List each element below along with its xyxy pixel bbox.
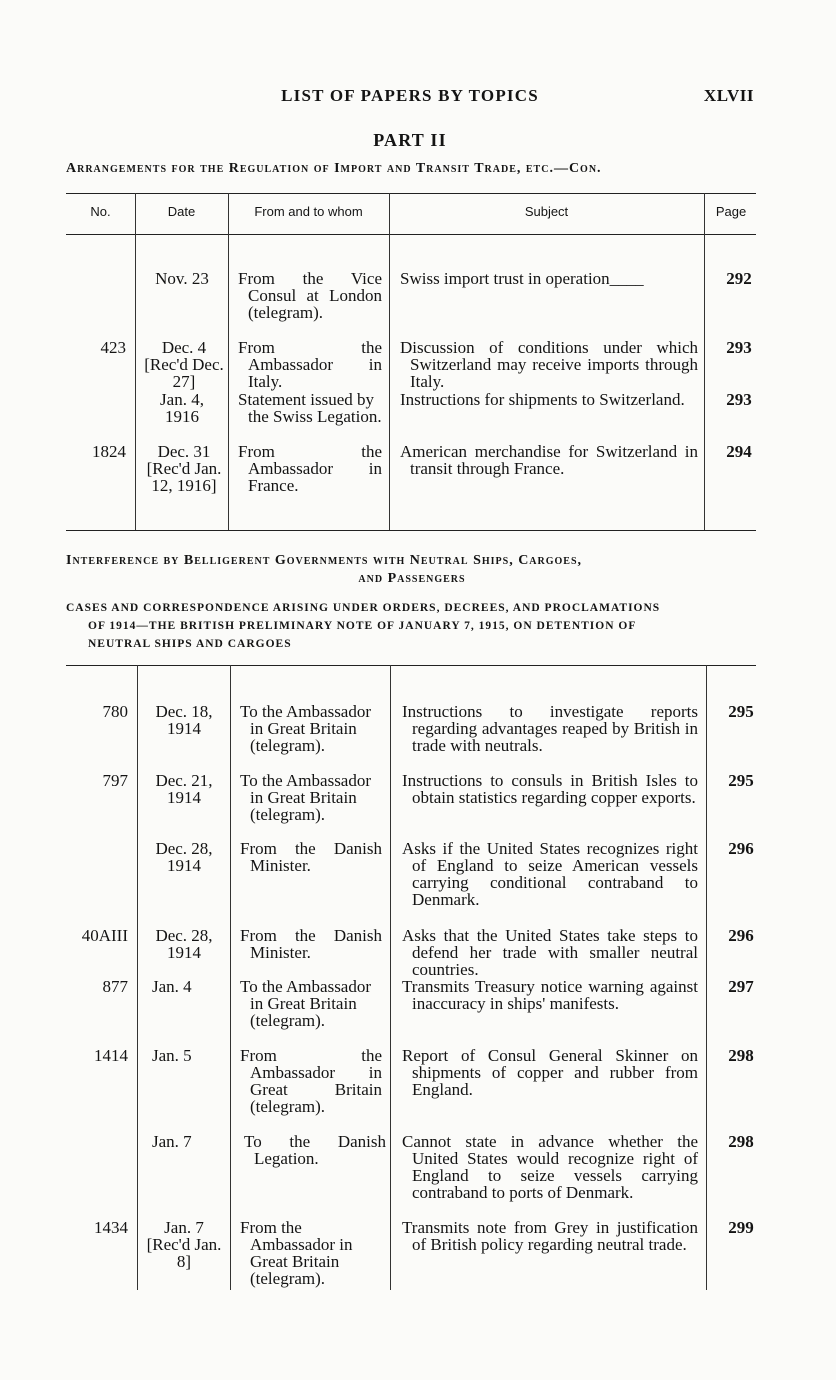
row-subject: Swiss import trust in operation____ xyxy=(400,269,644,288)
row-number: 797 xyxy=(102,771,128,790)
column-header-date: Date xyxy=(167,204,196,219)
row-from-to: From the Ambassador in Great Britain (telegram). xyxy=(240,1046,382,1116)
row-subject: Cannot state in advance whether the United States would recognize right of England to seize vessels carrying contraband to ports of Denmark. xyxy=(402,1132,698,1202)
row-from-to: From the Ambassador in Italy. xyxy=(238,338,382,391)
row-date: Jan. 7 xyxy=(152,1132,192,1151)
column-header-page: Page xyxy=(715,204,747,219)
row-date: Dec. 28, 1914 xyxy=(155,926,213,962)
table1-col-divider xyxy=(228,193,229,530)
row-date: Dec. 4 [Rec'd Dec. 27] xyxy=(144,338,224,391)
row-subject: Asks that the United States take steps to defend her trade with smaller neutral countries. xyxy=(402,926,698,979)
row-date: Dec. 31 [Rec'd Jan. 12, 1916] xyxy=(146,442,222,495)
row-page: 295 xyxy=(728,771,754,790)
row-subject: Transmits Treasury notice warning against inaccuracy in ships' manifests. xyxy=(402,977,698,1013)
row-date: Dec. 18, 1914 xyxy=(155,702,213,738)
row-page: 298 xyxy=(728,1132,754,1151)
row-date: Nov. 23 xyxy=(155,269,209,288)
row-from-to: From the Ambassador in Great Britain (telegram). xyxy=(240,1218,353,1288)
row-from-to: To the Ambassador in Great Britain (telegram). xyxy=(240,702,372,755)
section-heading-line: Interference by Belligerent Governments with Neutral Ships, Cargoes, xyxy=(66,553,583,568)
running-title: LIST OF PAPERS BY TOPICS xyxy=(281,86,539,105)
row-from-to: To the Ambassador in Great Britain (telegram). xyxy=(240,977,372,1030)
row-from-to: From the Danish Minister. xyxy=(240,839,382,875)
part-title: PART II xyxy=(373,130,447,150)
row-page: 299 xyxy=(728,1218,754,1237)
row-number: 40AIII xyxy=(81,926,128,945)
column-header-subject: Subject xyxy=(524,204,569,219)
table1-col-divider xyxy=(135,193,136,530)
table2-top-rule xyxy=(66,665,756,666)
row-page: 292 xyxy=(726,269,752,288)
table1-header-rule xyxy=(66,234,756,235)
row-number: 1824 xyxy=(92,442,126,461)
row-subject: Instructions to consuls in British Isles to obtain statistics regarding copper exports. xyxy=(402,771,698,807)
row-subject: Instructions for shipments to Switzerland. xyxy=(400,390,685,409)
row-subject: Asks if the United States recognizes right of England to seize American vessels carrying conditional contraband to Denmark. xyxy=(402,839,698,909)
row-page: 293 xyxy=(726,338,752,357)
row-date: Jan. 7 [Rec'd Jan. 8] xyxy=(146,1218,222,1271)
row-number: 1434 xyxy=(94,1218,128,1237)
row-page: 297 xyxy=(728,977,754,996)
subheading-line: OF 1914—THE BRITISH PRELIMINARY NOTE OF JANUARY 7, 1915, ON DETENTION OF xyxy=(88,620,637,632)
column-header-from-to: From and to whom xyxy=(254,204,363,219)
row-page: 298 xyxy=(728,1046,754,1065)
row-page: 294 xyxy=(726,442,752,461)
page-numeral: XLVII xyxy=(703,86,754,105)
table2-col-divider xyxy=(706,665,707,1290)
row-number: 1414 xyxy=(94,1046,128,1065)
row-date: Jan. 4 xyxy=(152,977,192,996)
row-date: Jan. 4, 1916 xyxy=(160,390,204,426)
row-date: Dec. 28, 1914 xyxy=(155,839,213,875)
row-number: 423 xyxy=(100,338,126,357)
column-header-no: No. xyxy=(90,204,111,219)
row-date: Jan. 5 xyxy=(152,1046,192,1065)
row-from-to: From the Danish Minister. xyxy=(240,926,382,962)
running-head xyxy=(0,86,836,106)
row-from-to: From the Vice Consul at London (telegram). xyxy=(238,269,382,322)
section-heading-line: and Passengers xyxy=(358,571,466,586)
row-date: Dec. 21, 1914 xyxy=(155,771,213,807)
row-page: 296 xyxy=(728,926,754,945)
row-subject: Transmits note from Grey in justification of British policy regarding neutral trade. xyxy=(402,1218,698,1254)
table2-col-divider xyxy=(137,665,138,1290)
subheading-line: CASES AND CORRESPONDENCE ARISING UNDER ORDERS, DECREES, AND PROCLAMATIONS xyxy=(66,602,661,614)
row-subject: Report of Consul General Skinner on shipments of copper and rubber from England. xyxy=(402,1046,698,1099)
row-page: 296 xyxy=(728,839,754,858)
subheading-line: NEUTRAL SHIPS AND CARGOES xyxy=(88,638,292,650)
section-heading-belligerent-interference xyxy=(66,552,758,588)
row-from-to: To the Danish Legation. xyxy=(244,1132,386,1168)
table1-bottom-rule xyxy=(66,530,756,531)
row-from-to: From the Ambassador in France. xyxy=(238,442,382,495)
row-number: 877 xyxy=(102,977,128,996)
row-from-to: Statement issued by the Swiss Legation. xyxy=(238,390,382,426)
table1-col-divider xyxy=(704,193,705,530)
table1-col-divider xyxy=(389,193,390,530)
section-heading-import-transit: Arrangements for the Regulation of Import and Transit Trade, etc.—Con. xyxy=(66,161,602,176)
table1-top-rule xyxy=(66,193,756,194)
row-page: 295 xyxy=(728,702,754,721)
row-from-to: To the Ambassador in Great Britain (telegram). xyxy=(240,771,372,824)
section-subheading xyxy=(66,599,758,653)
table2-col-divider xyxy=(390,665,391,1290)
row-number: 780 xyxy=(102,702,128,721)
row-subject: American merchandise for Switzerland in transit through France. xyxy=(400,442,698,478)
row-subject: Discussion of conditions under which Switzerland may receive imports through Italy. xyxy=(400,338,698,391)
row-page: 293 xyxy=(726,390,752,409)
row-subject: Instructions to investigate reports regarding advantages reaped by British in trade with neutrals. xyxy=(402,702,698,755)
